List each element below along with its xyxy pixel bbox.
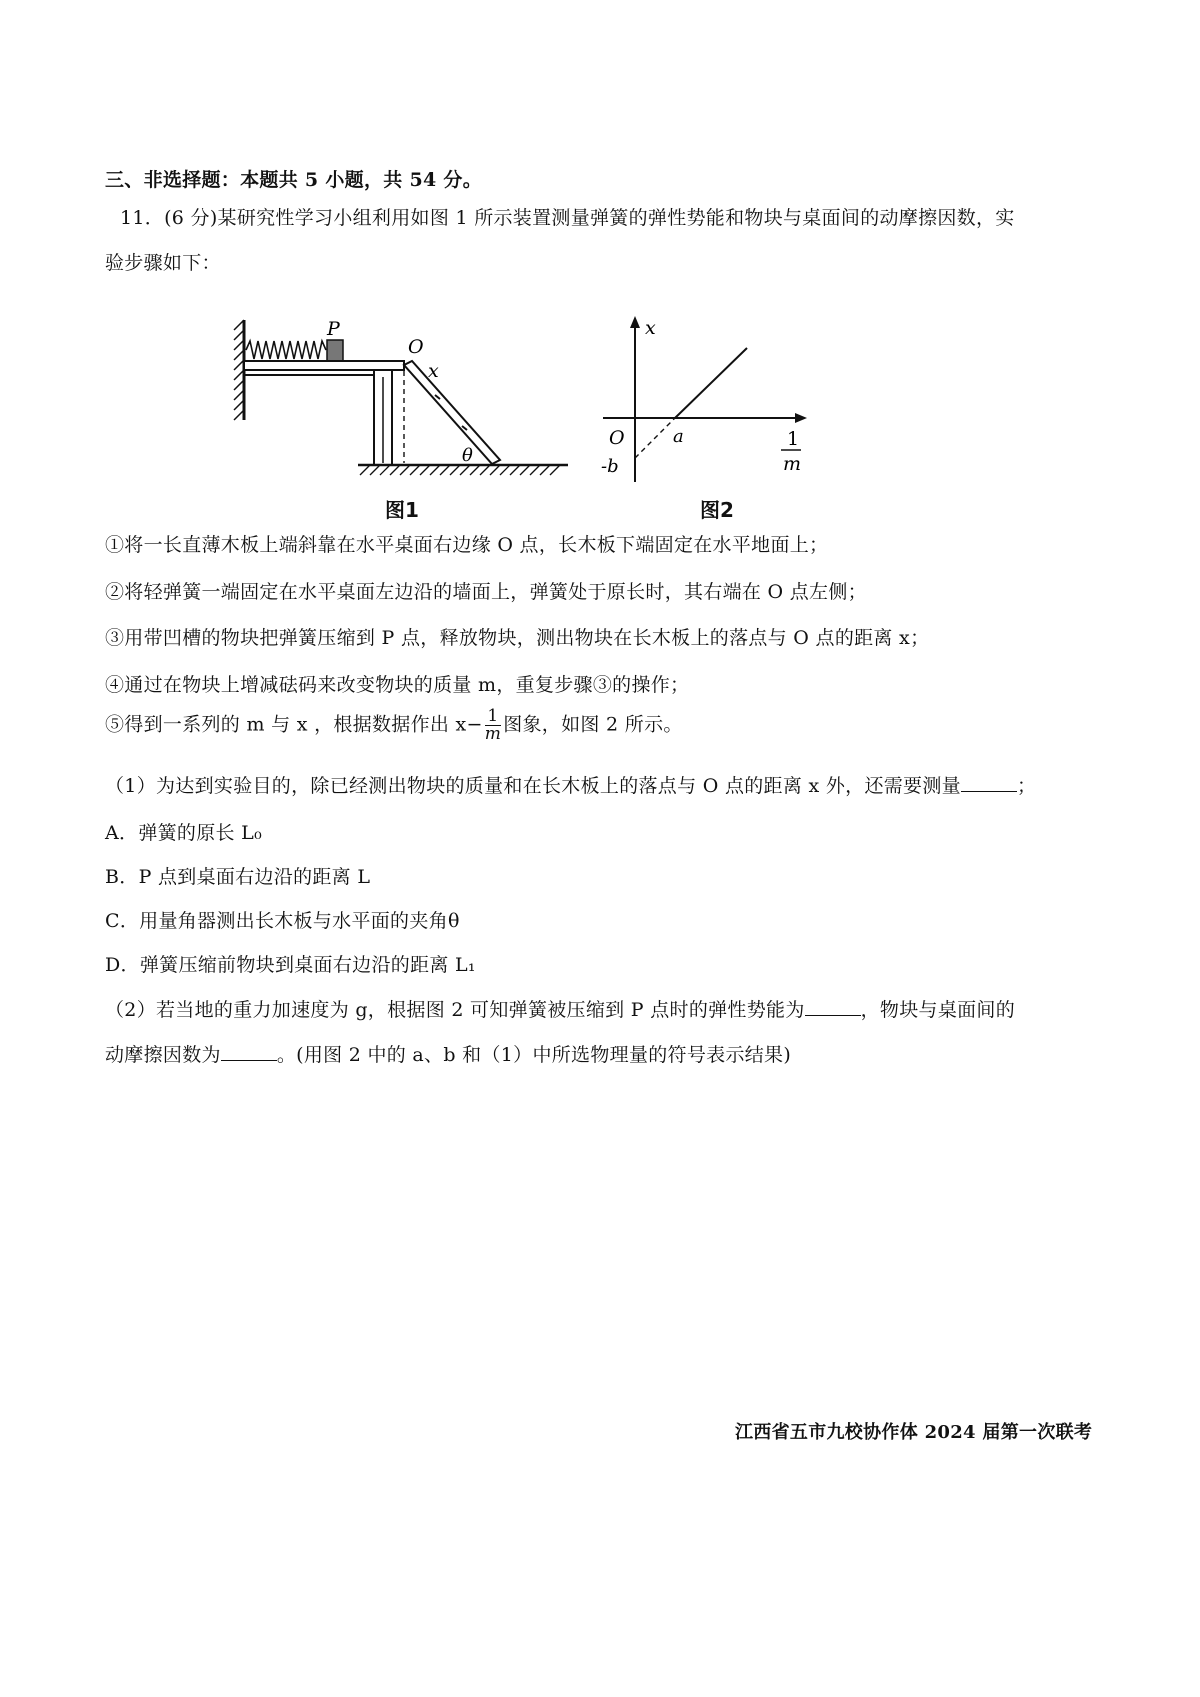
y-axis-label: x: [645, 317, 656, 339]
part-2-text-d: 。(用图 2 中的 a、b 和（1）中所选物理量的符号表示结果): [276, 1044, 792, 1066]
step-2: ②将轻弹簧一端固定在水平桌面左边沿的墙面上，弹簧处于原长时，其右端在 O 点左侧；: [105, 581, 867, 603]
step-5-after: 图象，如图 2 所示。: [503, 713, 683, 736]
label-o: O: [408, 336, 424, 358]
option-b-text: P 点到桌面右边沿的距离 L: [138, 866, 371, 888]
step-5-frac-num: 1: [485, 708, 501, 726]
x-axis-arrow: [795, 413, 807, 423]
option-a-letter: A．: [105, 822, 139, 844]
option-c[interactable]: [105, 906, 460, 933]
data-line-dashed: [635, 418, 675, 458]
step-1: ①将一长直薄木板上端斜靠在水平桌面右边缘 O 点，长木板下端固定在水平地面上；: [105, 534, 829, 556]
step-5-frac-den: m: [484, 724, 502, 744]
step-4: ④通过在物块上增减砝码来改变物块的质量 m，重复步骤③的操作；: [105, 674, 690, 696]
spring: [246, 341, 326, 359]
option-d[interactable]: [105, 950, 476, 977]
label-p: P: [327, 318, 340, 340]
figure-1-caption: 图1: [385, 498, 419, 522]
axis-frac-num: 1: [787, 428, 800, 450]
part-2-line-1: [105, 995, 1015, 1022]
part-2-energy-blank[interactable]: [805, 997, 861, 1016]
y-axis-arrow: [630, 316, 640, 328]
figure-2-graph: [595, 310, 825, 490]
section-heading: 三、非选择题：本题共 5 小题，共 54 分。: [105, 169, 483, 191]
part-1-text: （1）为达到实验目的，除已经测出物块的质量和在长木板上的落点与 O 点的距离 x 外，还需要测量: [105, 775, 961, 797]
option-c-text: 用量角器测出长木板与水平面的夹角θ: [139, 910, 460, 932]
option-a[interactable]: [105, 818, 262, 845]
part-2-text-c: 动摩擦因数为: [105, 1044, 221, 1066]
block-p: [327, 340, 343, 361]
option-d-text: 弹簧压缩前物块到桌面右边沿的距离 L₁: [139, 954, 476, 976]
figure-2-caption: 图2: [700, 498, 734, 522]
part-2-text-b: ，物块与桌面间的: [860, 999, 1016, 1021]
option-a-text: 弹簧的原长 L₀: [138, 822, 263, 844]
incline-board: [404, 361, 500, 464]
footer-text: 江西省五市九校协作体 2024 届第一次联考: [735, 1422, 1093, 1443]
part-2-friction-blank[interactable]: [221, 1042, 277, 1061]
part-1-end: ；: [1016, 775, 1037, 797]
label-x: x: [428, 360, 439, 382]
question-intro-line2: 验步骤如下：: [105, 252, 221, 274]
part-2-text-a: （2）若当地的重力加速度为 g，根据图 2 可知弹簧被压缩到 P 点时的弹性势能为: [105, 999, 805, 1021]
label-theta: θ: [462, 445, 473, 466]
option-d-letter: D．: [105, 954, 140, 976]
part-2-line-2: [105, 1040, 791, 1067]
step-5-dash: −: [466, 713, 483, 736]
part-1-question: [105, 771, 1036, 798]
intercept-neg-b-label: -b: [601, 456, 619, 477]
figure-1-apparatus: [230, 315, 580, 490]
axis-frac-den: m: [783, 453, 802, 475]
step-5: [105, 708, 683, 743]
step-3: ③用带凹槽的物块把弹簧压缩到 P 点，释放物块，测出物块在长木板上的落点与 O 点的距离 x；: [105, 627, 930, 649]
part-1-answer-blank[interactable]: [961, 773, 1017, 792]
option-b[interactable]: [105, 862, 370, 889]
data-line-solid: [675, 348, 747, 418]
intercept-a-label: a: [673, 426, 684, 447]
question-intro-line1: 11．(6 分)某研究性学习小组利用如图 1 所示装置测量弹簧的弹性势能和物块与桌面间的动摩擦因数，实: [120, 207, 1015, 229]
option-b-letter: B．: [105, 866, 139, 888]
step-5-fraction: [485, 708, 501, 743]
option-c-letter: C．: [105, 910, 140, 932]
step-5-before: ⑤得到一系列的 m 与 x ，根据数据作出 x: [105, 713, 467, 736]
origin-label: O: [609, 427, 625, 449]
ground-hatch: [360, 465, 560, 475]
table-top: [244, 361, 404, 370]
